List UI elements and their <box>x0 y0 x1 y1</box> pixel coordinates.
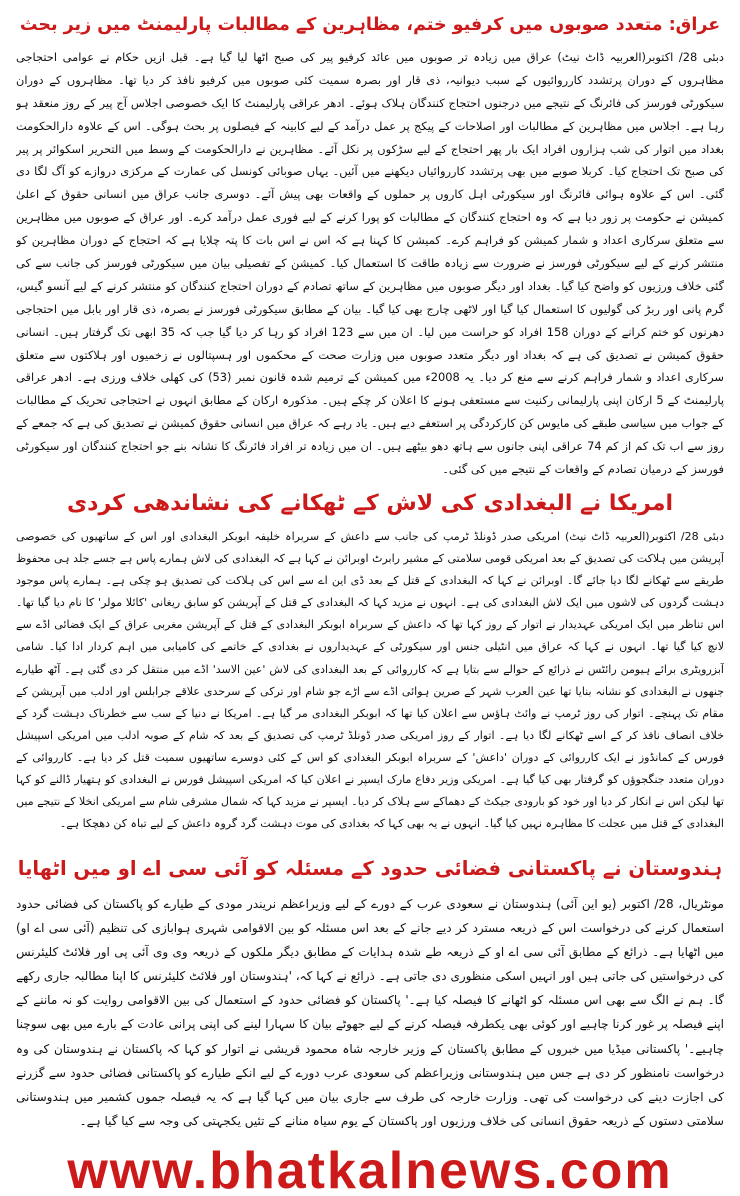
article-3-headline: ہندوستان نے پاکستانی فضائی حدود کے مسئلہ کو آئی سی اے او میں اٹھایا <box>17 857 723 880</box>
article-1-body: دبئی 28/ اکتوبر(العربیہ ڈاٹ نیٹ) عراق میں زیادہ تر صوبوں میں عائد کرفیو پیر کی صبح اٹھا لیا گیا ہے۔ قبل ازیں حکام نے عوامی احتجاجی مظاہروں کے دوران پرتشدد کارروائیوں کے سبب دیوانیہ، ذی قار اور بصرہ سمیت کئی صوبوں میں کرفیو نافذ کر دیا تھا۔ مظاہروں کے دوران سیکورٹی فورسز کی فائرنگ کے نتیجے میں درجنوں احتجاج کنندگان ہلاک ہوئے۔ ادھر عراقی پارلیمنٹ کا ایک خصوصی اجلاس آج پیر کے روز منعقد ہو رہا ہے۔ اجلاس میں مظاہرین کے مطالبات اور اصلاحات کے پیکج پر عمل درآمد کے لیے کابینہ کے فیصلوں پر بحث ہوگی۔ اس کے علاوہ دارالحکومت بغداد میں اتوار کی شب ہزاروں افراد ایک بار پھر احتجاج کے لیے سڑکوں پر نکل آئے۔ مظاہرین نے دارالحکومت کے وسط میں التحریر اسکوائر پر پیر کی صبح تک احتجاج کیا۔ کربلا صوبے میں بھی پرتشدد کارروائیاں دیکھنے میں آئیں۔ یہاں صوبائی کونسل کی عمارت کے مرکزی دروازے کو آگ لگا دی گئی۔ اس کے علاوہ ہوائی فائرنگ اور سیکورٹی اہل کاروں پر حملوں کے واقعات بھی پیش آئے۔ دوسری جانب عراق میں انسانی حقوق کے اعلیٰ کمیشن نے حکومت پر زور دیا ہے کہ وہ احتجاج کنندگان کے مطالبات کو پورا کرنے کے لیے فوری عمل درآمد کرے۔ اور عراق کے صوبوں میں مظاہرین سے متعلق سرکاری اعداد و شمار کمیشن کو فراہم کرے۔ کمیشن کا کہنا ہے کہ اس نے اس بات کا پتہ چلایا ہے کہ احتجاج کے دوران مظاہرین کو منتشر کرنے کے لیے سیکورٹی فورسز نے ضرورت سے زیادہ طاقت کا استعمال کیا۔ کمیشن کے تفصیلی بیان میں سیکورٹی فورسز کی جانب سے کی گئی خلاف ورزیوں کو واضح کیا گیا۔ بغداد اور دیگر صوبوں میں مظاہرین کے ساتھ تصادم کے دوران احتجاج کنندگان کو منتشر کرنے کے لیے آنسو گیس، گرم پانی اور ربڑ کی گولیوں کا استعمال کیا گیا اور لاٹھی چارج بھی کیا گیا۔ بیان کے مطابق سیکورٹی فورسز نے بصرہ، ذی قار اور بابل میں احتجاجی دھرنوں کو ختم کرانے کے دوران 158 افراد کو حراست میں لیا۔ ان میں سے 123 افراد کو رہا کر دیا گیا جب کہ 35 ابھی تک گرفتار ہیں۔ انسانی حقوق کمیشن نے تصدیق کی ہے کہ بغداد اور دیگر متعدد صوبوں میں وزارت صحت کے محکموں اور ہسپتالوں نے زخمیوں اور ہلاکتوں سے متعلق سرکاری اعداد و شمار فراہم کرنے سے منع کر دیا۔ یہ 2008ء میں کمیشن کے ترمیم شدہ قانون نمبر (53) کی کھلی خلاف ورزی ہے۔ ادھر عراقی پارلیمنٹ کے 5 ارکان اپنی پارلیمانی رکنیت سے مستعفی ہونے کا اعلان کر چکے ہیں۔ مذکورہ ارکان کے مطابق انہوں نے احتجاجی تحریک کے مطالبات کے جواب میں سیاسی طبقے کی مایوس کن کارکردگی پر استعفے دیے ہیں۔ یاد رہے کہ عراق میں انسانی حقوق کمیشن نے تصدیق کی ہے کہ جمعے کے روز سے اب تک کم از کم 74 عراقی اپنی جانوں سے ہاتھ دھو بیٹھے ہیں۔ ان میں زیادہ تر افراد فائرنگ کا نشانہ بنے جو احتجاج کنندگان اور سیکورٹی فورسز کے درمیان تصادم کے واقعات کے نتیجے میں کی گئی۔ <box>16 50 724 477</box>
article-1-headline: عراق: متعدد صوبوں میں کرفیو ختم، مظاہرین کے مطالبات پارلیمنٹ میں زیر بحث <box>19 15 721 35</box>
article-2-headline: امریکا نے البغدادی کی لاش کے ٹھکانے کی نشاندھی کردی <box>67 491 673 516</box>
article-3-body: مونٹریال، 28/ اکتوبر (یو این آئی) ہندوستان نے سعودی عرب کے دورے کے لیے وزیراعظم نریندر مودی کے طیارے کو پاکستان کی فضائی حدود استعمال کرنے کی درخواست اس کے ذریعہ مسترد کر دیے جانے کے بعد اس مسئلہ کو بین الاقوامی شہری ہوابازی کی تنظیم (آئی سی اے او) میں اٹھایا ہے۔ ذرائع کے مطابق آئی سی اے او کے ذریعہ طے شدہ ہدایات کے مطابق دیگر ملکوں کے ذریعہ وی وی آئی پی اور فلائٹ کلیئرنس کی درخواستیں کی جاتی ہیں اور انہیں اسکی منظوری دی جاتی ہے۔ ذرائع نے کہا کہ، 'ہندوستان اور فلائٹ کلیئرنس کا اپنا مطالبہ جاری رکھے گا۔ ہم نے الگ سے بھی اس مسئلہ کو اٹھانے کا فیصلہ کیا ہے۔' پاکستان کو فضائی حدود کے استعمال کی بین الاقوامی روایت کو نہ ماننے کے اپنے فیصلہ پر غور کرنا چاہیے اور کوئی بھی یکطرفہ فیصلہ کرنے کے لیے جھوٹے بیان کا سہارا لینے کی اپنی پرانی عادت کے بارے میں بھی سوچنا چاہیے۔' پاکستانی میڈیا میں خبروں کے مطابق پاکستان کے وزیر خارجہ شاہ محمود قریشی نے اتوار کو کہا کہ پاکستان نے ہندوستان کی وہ درخواست نامنظور کر دی ہے جس میں ہندوستانی وزیراعظم کی سعودی عرب دورے کے لیے انکے طیارے کو پاکستانی فضائی حدود سے گزرنے کی اجازت دینے کی درخواست کی تھی۔ وزارت خارجہ کی طرف سے جاری بیان میں کہا گیا ہے کہ یہ فیصلہ جموں کشمیر میں ہندوستانی سلامتی دستوں کے ذریعہ حقوق انسانی کی خلاف ورزیوں اور پاکستان کے یوم سیاہ منانے کے تئیں یکجہتی کی وجہ سے کیا گیا ہے۔ <box>16 897 724 1128</box>
article-2-body: دبئی 28/ اکتوبر(العربیہ ڈاٹ نیٹ) امریکی صدر ڈونلڈ ٹرمپ کی جانب سے داعش کے سربراہ خلیفہ ابوبکر البغدادی اور اس کے ساتھیوں کی خصوصی آپریشن میں ہلاکت کی تصدیق کے بعد امریکی قومی سلامتی کے مشیر رابرٹ اوبرائن نے کہا ہے کہ البغدادی کی لاش ہمارے پاس ہے جسے جلد ہی محفوظ طریقے سے ٹھکانے لگا دیا جائے گا۔ اوبرائن نے کہا کہ البغدادی کے قتل کے بعد ڈی این اے سے اس کی ہلاکت کی تصدیق ہو چکی ہے۔ ہمارے پاس موجود دہشت گردوں کی لاشوں میں ایک لاش البغدادی کی ہے۔ انہوں نے مزید کہا کہ البغدادی کے قتل کے آپریشن کو سابق ریغانی 'کائلا مولر' کا نام دیا گیا تھا۔ اس تناظر میں ایک امریکی عہدیدار نے اتوار کے روز کہا تھا کہ داعش کے سربراہ ابوبکر البغدادی کے قتل کے آپریشن مغربی عراق کے ایک فضائی اڈے سے لانچ کیا گیا تھا۔ انہوں نے کہا کہ عراق میں انٹیلی جنس اور سیکورٹی کے عہدیداروں نے بغدادی کے خاتمے کی کامیابی میں اہم کردار ادا کیا۔ شامی آبزرویٹری برائے ہیومن رائٹس نے ذرائع کے حوالے سے بتایا ہے کہ کارروائی کے بعد البغدادی کی لاش 'عین الاسد' اڈے میں منتقل کر دی گئی ہے۔ آٹھ طیارے جنھوں نے البغدادی کو نشانہ بنایا تھا عین العرب شہر کے صرین ہوائی اڈے سے اڑے جو شام اور ترکی کے سرحدی علاقے جرابلس اور ادلب میں آپریشن کے مقام تک پہنچے۔ اتوار کی روز ٹرمپ نے وائٹ ہاؤس سے اعلان کیا تھا کہ ابوبکر البغدادی مر گیا ہے۔ امریکا نے دنیا کے سب سے خطرناک دہشت گرد کے خلاف انصاف نافذ کر کے اسے ٹھکانے لگا دیا ہے۔ اتوار کے روز امریکی صدر ڈونلڈ ٹرمپ کی تصدیق کے بعد کہ شام کے صوبہ ادلب میں امریکی اسپیشل فورس کے کمانڈوز نے ایک کارروائی کے دوران 'داعش' کے سربراہ ابوبکر البغدادی کو اس کے کئی دوسرے ساتھیوں سمیت قتل کر دیا ہے۔ کارروائی کے دوران متعدد جنگجوؤں کو گرفتار بھی کیا گیا ہے۔ امریکی وزیر دفاع مارک ایسپر نے اعلان کیا کہ امریکی اسپیشل فورس نے البغدادی کو ہتھیار ڈالنے کو کہا تھا لیکن اس نے انکار کر دیا اور خود کو بارودی جیکٹ کے دھماکے سے ہلاک کر دیا۔ ایسپر نے مزید کہا کہ شمال مشرقی شام سے امریکی انخلا کے نتیجے میں البغدادی کے قتل میں عجلت کا مظاہرہ نہیں کیا گیا۔ انہوں نے یہ بھی کہا کہ بغدادی کی موت دہشت گرد گروہ داعش کے لیے تباہ کن دھچکا ہے۔ <box>16 530 724 831</box>
website-footer-banner: www.bhatkalnews.com <box>67 1146 673 1196</box>
